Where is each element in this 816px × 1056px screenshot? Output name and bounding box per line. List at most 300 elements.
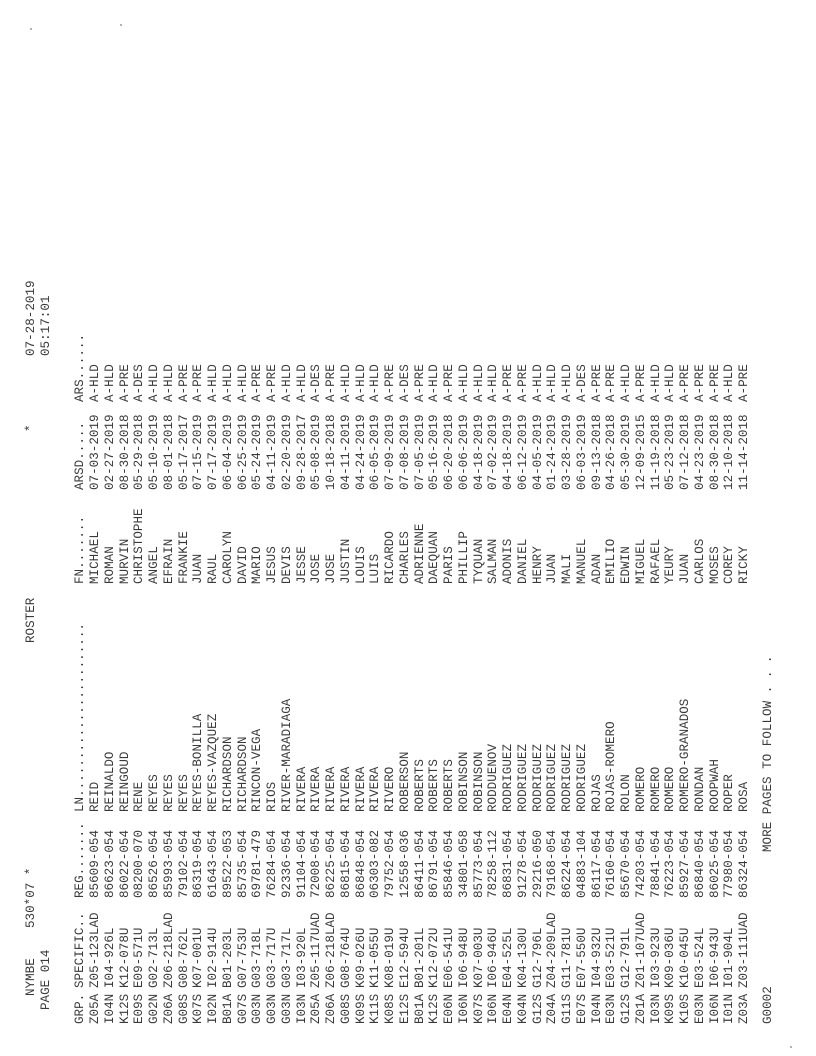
cell-reg: 12558-036 <box>397 829 412 898</box>
cell-arsd: 05-10-2019 <box>147 414 161 490</box>
cell-fn: RAUL <box>206 553 220 584</box>
cell-reg: 06303-082 <box>368 829 383 898</box>
cell-specific: K07-001U <box>191 927 206 988</box>
cell-arsd: 04-18-2019 <box>471 414 486 490</box>
cell-grp: E04N <box>501 993 515 1024</box>
cell-ars: A-DES <box>397 364 412 402</box>
cell-arsd: 07-09-2019 <box>383 414 397 490</box>
cell-arsd: 04-24-2019 <box>353 414 368 490</box>
cell-ln: REINGOUD <box>117 751 132 812</box>
cell-ars: A-PRE <box>707 364 722 402</box>
cell-arsd: 08-30-2018 <box>707 414 722 490</box>
cell-fn: MURVIN <box>117 538 132 584</box>
cell-ars: A-HLD <box>161 364 176 402</box>
cell-ln: ROBERTS <box>412 759 427 812</box>
cell-reg: 79168-054 <box>545 829 560 898</box>
cell-grp: K09S <box>663 993 678 1024</box>
cell-ln: RODRIGUEZ <box>574 743 589 812</box>
cell-reg: 86117-054 <box>589 829 604 898</box>
cell-reg: 72008-054 <box>309 829 324 898</box>
footer-note: MORE PAGES TO FOLLOW . . . <box>761 655 775 852</box>
cell-fn: JESSE <box>294 546 309 584</box>
cell-grp: E03N <box>604 993 619 1024</box>
cell-arsd: 06-25-2019 <box>235 414 250 490</box>
cell-grp: I06N <box>707 993 722 1024</box>
cell-specific: G12-791L <box>619 927 633 988</box>
cell-fn: DANIEL <box>515 538 530 584</box>
cell-reg: 76160-054 <box>604 829 619 898</box>
cell-specific: Z05-117UAD <box>309 912 324 988</box>
cell-ln: ROOPWAH <box>707 759 722 812</box>
footer-code: G0002 <box>761 986 775 1024</box>
cell-reg: 34801-058 <box>456 829 471 898</box>
cell-ars: A-HLD <box>648 364 663 402</box>
cell-specific: K12-078U <box>117 927 132 988</box>
report-time: 05:17:01 <box>39 295 53 356</box>
cell-grp: K07S <box>471 993 486 1024</box>
cell-reg: 74203-054 <box>633 829 648 898</box>
cell-reg: 85846-054 <box>442 829 456 898</box>
cell-specific: E03-524L <box>692 927 707 988</box>
cell-grp: I01N <box>722 993 737 1024</box>
cell-ln: RICHARDSON <box>220 736 235 812</box>
cell-specific: K12-072U <box>427 927 442 988</box>
cell-reg: 86025-054 <box>707 829 722 898</box>
job-id: 530*07 * <box>24 867 38 928</box>
system-code: NYMBE <box>24 958 38 996</box>
cell-ln: RICHARDSON <box>235 736 250 812</box>
cell-ars: A-HLD <box>545 364 560 402</box>
cell-reg: 04883-104 <box>574 829 589 898</box>
cell-specific: I06-948U <box>456 927 471 988</box>
report-date: 07-28-2019 <box>24 280 38 356</box>
cell-ars: A-PRE <box>176 364 191 402</box>
cell-grp: K07S <box>191 993 206 1024</box>
cell-arsd: 02-27-2019 <box>102 414 117 490</box>
cell-arsd: 06-03-2019 <box>574 414 589 490</box>
cell-grp: I03N <box>648 993 663 1024</box>
cell-fn: MARIO <box>250 546 265 584</box>
cell-specific: G08-764U <box>338 927 353 988</box>
cell-reg: 61643-054 <box>206 829 220 898</box>
cell-ars: A-HLD <box>338 364 353 402</box>
cell-specific: G03-717L <box>279 927 294 988</box>
cell-fn: ADAN <box>589 553 604 584</box>
cell-grp: G08S <box>176 993 191 1024</box>
cell-specific: K08-019U <box>383 927 397 988</box>
cell-grp: Z04A <box>545 993 560 1024</box>
cell-fn: CHARLES <box>397 531 412 584</box>
cell-arsd: 04-23-2019 <box>692 414 707 490</box>
cell-reg: 78841-054 <box>648 829 663 898</box>
cell-arsd: 07-08-2019 <box>397 414 412 490</box>
cell-arsd: 05-17-2017 <box>176 414 191 490</box>
cell-specific: G03-717U <box>265 927 279 988</box>
cell-ln: RIVERA <box>368 766 383 812</box>
cell-fn: JUAN <box>191 553 206 584</box>
cell-grp: Z03A <box>737 993 751 1024</box>
cell-reg: 89522-053 <box>220 829 235 898</box>
cell-ars: A-HLD <box>147 364 161 402</box>
cell-grp: G02N <box>147 993 161 1024</box>
cell-specific: Z06-218LAD <box>324 912 338 988</box>
cell-grp: K12S <box>117 993 132 1024</box>
cell-fn: YEURY <box>663 546 678 584</box>
cell-ln: REYES <box>176 774 191 812</box>
cell-fn: DAEQUAN <box>427 531 442 584</box>
cell-arsd: 05-30-2019 <box>619 414 633 490</box>
cell-reg: 77980-054 <box>722 829 737 898</box>
cell-ln: ROMERO <box>633 766 648 812</box>
cell-ln: RIOS <box>265 781 279 812</box>
cell-specific: Z06-218LAD <box>161 912 176 988</box>
cell-ln: RENE <box>132 781 147 812</box>
cell-fn: EDWIN <box>619 546 633 584</box>
cell-grp: E03N <box>692 993 707 1024</box>
cell-ars: A-PRE <box>589 364 604 402</box>
cell-arsd: 12-09-2015 <box>633 414 648 490</box>
cell-ln: REYES-BONILLA <box>191 713 206 812</box>
cell-grp: Z06A <box>324 993 338 1024</box>
cell-ars: A-DES <box>574 364 589 402</box>
cell-arsd: 05-29-2018 <box>132 414 147 490</box>
cell-specific: E09-571U <box>132 927 147 988</box>
cell-specific: G12-796L <box>530 927 545 988</box>
cell-specific: E06-541U <box>442 927 456 988</box>
page-number: PAGE 014 <box>39 949 53 1010</box>
cell-ln: ROMERO-GRANADOS <box>678 698 692 812</box>
cell-grp: E12S <box>397 993 412 1024</box>
cell-grp: G03N <box>265 993 279 1024</box>
cell-fn: JOSE <box>324 553 338 584</box>
cell-grp: I06N <box>486 993 501 1024</box>
cell-specific: I06-943U <box>707 927 722 988</box>
cell-specific: Z03-111UAD <box>737 912 751 988</box>
cell-ln: ROJAS-ROMERO <box>604 721 619 812</box>
cell-arsd: 06-05-2019 <box>368 414 383 490</box>
cell-ln: REYES <box>147 774 161 812</box>
cell-specific: I03-923U <box>648 927 663 988</box>
cell-reg: 79752-054 <box>383 829 397 898</box>
cell-ln: RODDUENOV <box>486 743 501 812</box>
cell-ars: A-HLD <box>353 364 368 402</box>
cell-grp: Z05A <box>88 993 102 1024</box>
cell-ars: A-PRE <box>191 364 206 402</box>
cell-grp: B01A <box>220 993 235 1024</box>
cell-specific: K09-036U <box>663 927 678 988</box>
cell-ln: ROBERSON <box>397 751 412 812</box>
cell-fn: CAROLYN <box>220 531 235 584</box>
cell-arsd: 11-19-2018 <box>648 414 663 490</box>
cell-fn: JUSTIN <box>338 538 353 584</box>
cell-specific: I04-932U <box>589 927 604 988</box>
cell-arsd: 12-10-2018 <box>722 414 737 490</box>
cell-reg: 86224-054 <box>560 829 574 898</box>
cell-grp: B01A <box>412 993 427 1024</box>
cell-ln: RODRIGUEZ <box>501 743 515 812</box>
cell-fn: ADONIS <box>501 538 515 584</box>
cell-specific: Z04-209LAD <box>545 912 560 988</box>
cell-fn: CARLOS <box>692 538 707 584</box>
cell-ars: A-HLD <box>294 364 309 402</box>
cell-grp: G11S <box>560 993 574 1024</box>
cell-reg: 08200-070 <box>132 829 147 898</box>
cell-fn: FRANKIE <box>176 531 191 584</box>
cell-ars: A-HLD <box>88 364 102 402</box>
cell-specific: G11-781U <box>560 927 574 988</box>
col-specific: SPECIFIC.. <box>73 912 87 988</box>
cell-ars: A-PRE <box>324 364 338 402</box>
cell-fn: SALMAN <box>486 538 501 584</box>
cell-grp: E06N <box>442 993 456 1024</box>
cell-ln: ROBERTS <box>427 759 442 812</box>
cell-fn: JESUS <box>265 546 279 584</box>
cell-arsd: 04-05-2019 <box>530 414 545 490</box>
cell-grp: I04N <box>102 993 117 1024</box>
cell-grp: K09S <box>353 993 368 1024</box>
header-marker: * <box>24 424 38 432</box>
cell-grp: K11S <box>368 993 383 1024</box>
cell-ars: A-HLD <box>220 364 235 402</box>
cell-arsd: 07-17-2019 <box>206 414 220 490</box>
cell-ars: A-HLD <box>427 364 442 402</box>
cell-reg: 78258-112 <box>486 829 501 898</box>
cell-grp: K12S <box>427 993 442 1024</box>
cell-fn: JUAN <box>545 553 560 584</box>
cell-ln: ROLON <box>619 774 633 812</box>
cell-reg: 86623-054 <box>102 829 117 898</box>
cell-arsd: 08-30-2018 <box>117 414 132 490</box>
cell-arsd: 06-06-2019 <box>456 414 471 490</box>
cell-specific: B01-201L <box>412 927 427 988</box>
cell-grp: K04N <box>515 993 530 1024</box>
cell-ln: RIVERO <box>383 766 397 812</box>
cell-reg: 85927-054 <box>678 829 692 898</box>
cell-reg: 86411-054 <box>412 829 427 898</box>
cell-ars: A-PRE <box>117 364 132 402</box>
cell-reg: 86848-054 <box>353 829 368 898</box>
cell-reg: 85993-054 <box>161 829 176 898</box>
cell-fn: MIGUEL <box>633 538 648 584</box>
cell-specific: E03-521U <box>604 927 619 988</box>
cell-reg: 85735-054 <box>235 829 250 898</box>
cell-reg: 86526-054 <box>147 829 161 898</box>
cell-reg: 85609-054 <box>88 829 102 898</box>
cell-arsd: 07-03-2019 <box>88 414 102 490</box>
cell-fn: EFRAIN <box>161 538 176 584</box>
cell-fn: LUIS <box>368 553 383 584</box>
cell-specific: I03-920L <box>294 927 309 988</box>
cell-fn: EMILIO <box>604 538 619 584</box>
cell-fn: ADRIENNE <box>412 523 427 584</box>
col-grp: GRP. <box>73 993 87 1024</box>
cell-reg: 29216-050 <box>530 829 545 898</box>
cell-specific: E07-550U <box>574 927 589 988</box>
cell-arsd: 07-05-2019 <box>412 414 427 490</box>
cell-fn: RICARDO <box>383 531 397 584</box>
cell-fn: MOSES <box>707 546 722 584</box>
cell-reg: 85670-054 <box>619 829 633 898</box>
cell-ars: A-HLD <box>530 364 545 402</box>
cell-ln: RIVERA <box>338 766 353 812</box>
cell-ln: RIVERA <box>353 766 368 812</box>
cell-fn: PARIS <box>442 546 456 584</box>
cell-arsd: 07-15-2019 <box>191 414 206 490</box>
cell-reg: 86324-054 <box>737 829 751 898</box>
cell-fn: JUAN <box>678 553 692 584</box>
cell-arsd: 04-11-2019 <box>338 414 353 490</box>
cell-grp: K08S <box>383 993 397 1024</box>
cell-ln: ROBINSON <box>456 751 471 812</box>
cell-arsd: 05-23-2019 <box>663 414 678 490</box>
cell-arsd: 06-04-2019 <box>220 414 235 490</box>
cell-grp: G03N <box>250 993 265 1024</box>
cell-ln: REYES <box>161 774 176 812</box>
cell-fn: JOSE <box>309 553 324 584</box>
cell-specific: B01-203L <box>220 927 235 988</box>
cell-fn: RAFAEL <box>648 538 663 584</box>
cell-grp: G12S <box>530 993 545 1024</box>
cell-specific: G07-753U <box>235 927 250 988</box>
scan-speck <box>120 24 122 26</box>
cell-ln: ROMERO <box>663 766 678 812</box>
cell-ars: A-HLD <box>722 364 737 402</box>
cell-ars: A-PRE <box>442 364 456 402</box>
cell-fn: TYQUAN <box>471 538 486 584</box>
cell-grp: E09S <box>132 993 147 1024</box>
cell-arsd: 04-26-2018 <box>604 414 619 490</box>
cell-ln: RODRIGUEZ <box>515 743 530 812</box>
cell-ars: A-PRE <box>383 364 397 402</box>
cell-ars: A-HLD <box>456 364 471 402</box>
col-arsd: ARSD..... <box>73 421 87 490</box>
cell-arsd: 07-02-2019 <box>486 414 501 490</box>
cell-ln: REINALDO <box>102 751 117 812</box>
cell-specific: Z01-107UAD <box>633 912 648 988</box>
cell-grp: K10S <box>678 993 692 1024</box>
report-title: ROSTER <box>24 597 38 643</box>
cell-ln: ROSA <box>737 781 751 812</box>
cell-fn: ANGEL <box>147 546 161 584</box>
cell-ars: A-PRE <box>515 364 530 402</box>
cell-ars: A-PRE <box>250 364 265 402</box>
cell-ars: A-HLD <box>471 364 486 402</box>
cell-grp: Z01A <box>633 993 648 1024</box>
cell-arsd: 05-08-2019 <box>309 414 324 490</box>
cell-ars: A-PRE <box>412 364 427 402</box>
cell-ars: A-PRE <box>265 364 279 402</box>
cell-specific: Z05-123LAD <box>88 912 102 988</box>
cell-ars: A-HLD <box>560 364 574 402</box>
cell-reg: 76284-054 <box>265 829 279 898</box>
cell-ars: A-HLD <box>663 364 678 402</box>
cell-arsd: 10-18-2018 <box>324 414 338 490</box>
cell-specific: E04-525L <box>501 927 515 988</box>
cell-specific: K07-003U <box>471 927 486 988</box>
cell-arsd: 09-13-2018 <box>589 414 604 490</box>
cell-ars: A-DES <box>132 364 147 402</box>
cell-ars: A-PRE <box>678 364 692 402</box>
cell-ln: RONDAN <box>692 766 707 812</box>
cell-specific: K09-026U <box>353 927 368 988</box>
cell-specific: I02-914U <box>206 927 220 988</box>
cell-arsd: 09-28-2017 <box>294 414 309 490</box>
cell-arsd: 04-11-2019 <box>265 414 279 490</box>
cell-fn: MALI <box>560 553 574 584</box>
cell-reg: 86022-054 <box>117 829 132 898</box>
cell-ln: ROJAS <box>589 774 604 812</box>
cell-specific: K04-130U <box>515 927 530 988</box>
cell-ars: A-PRE <box>737 364 751 402</box>
cell-fn: ROMAN <box>102 546 117 584</box>
cell-ars: A-HLD <box>206 364 220 402</box>
cell-arsd: 06-20-2018 <box>442 414 456 490</box>
cell-ln: RIVER-MARADIAGA <box>279 698 294 812</box>
cell-fn: MICHAEL <box>88 531 102 584</box>
col-ln: LN....................... <box>73 623 87 812</box>
cell-fn: CHRISTOPHE <box>132 508 147 584</box>
cell-arsd: 02-20-2019 <box>279 414 294 490</box>
cell-ln: ROPER <box>722 774 737 812</box>
cell-fn: COREY <box>722 546 737 584</box>
cell-specific: I01-904L <box>722 927 737 988</box>
scan-speck <box>790 1046 792 1048</box>
cell-grp: I02N <box>206 993 220 1024</box>
cell-arsd: 06-12-2019 <box>515 414 530 490</box>
col-fn: FN....... <box>73 515 87 584</box>
cell-ars: A-DES <box>309 364 324 402</box>
cell-grp: I04N <box>589 993 604 1024</box>
cell-arsd: 05-16-2019 <box>427 414 442 490</box>
cell-ln: RIVERA <box>309 766 324 812</box>
cell-ars: A-HLD <box>619 364 633 402</box>
cell-grp: G08S <box>338 993 353 1024</box>
cell-fn: RICKY <box>737 546 751 584</box>
cell-fn: DAVID <box>235 546 250 584</box>
cell-arsd: 07-12-2018 <box>678 414 692 490</box>
cell-grp: G07S <box>235 993 250 1024</box>
cell-specific: G08-762L <box>176 927 191 988</box>
cell-fn: PHILLIP <box>456 531 471 584</box>
cell-ln: RIVERA <box>324 766 338 812</box>
cell-grp: E07S <box>574 993 589 1024</box>
cell-reg: 91104-054 <box>294 829 309 898</box>
scan-speck <box>30 28 32 30</box>
cell-ars: A-HLD <box>486 364 501 402</box>
cell-grp: Z06A <box>161 993 176 1024</box>
cell-fn: LOUIS <box>353 546 368 584</box>
col-ars: ARS...... <box>73 333 87 402</box>
cell-reg: 69781-479 <box>250 829 265 898</box>
cell-grp: I06N <box>456 993 471 1024</box>
col-reg: REG....... <box>73 822 87 898</box>
cell-specific: K10-045U <box>678 927 692 988</box>
cell-fn: DEVIS <box>279 546 294 584</box>
cell-ars: A-PRE <box>604 364 619 402</box>
cell-ln: ROMERO <box>648 766 663 812</box>
cell-specific: G02-713L <box>147 927 161 988</box>
cell-grp: Z05A <box>309 993 324 1024</box>
cell-specific: I06-946U <box>486 927 501 988</box>
cell-ars: A-PRE <box>692 364 707 402</box>
cell-arsd: 05-24-2019 <box>250 414 265 490</box>
cell-ars: A-HLD <box>368 364 383 402</box>
cell-ars: A-HLD <box>279 364 294 402</box>
cell-arsd: 04-18-2019 <box>501 414 515 490</box>
cell-ln: RODRIGUEZ <box>530 743 545 812</box>
cell-reg: 86791-054 <box>427 829 442 898</box>
cell-ln: ROBINSON <box>471 751 486 812</box>
